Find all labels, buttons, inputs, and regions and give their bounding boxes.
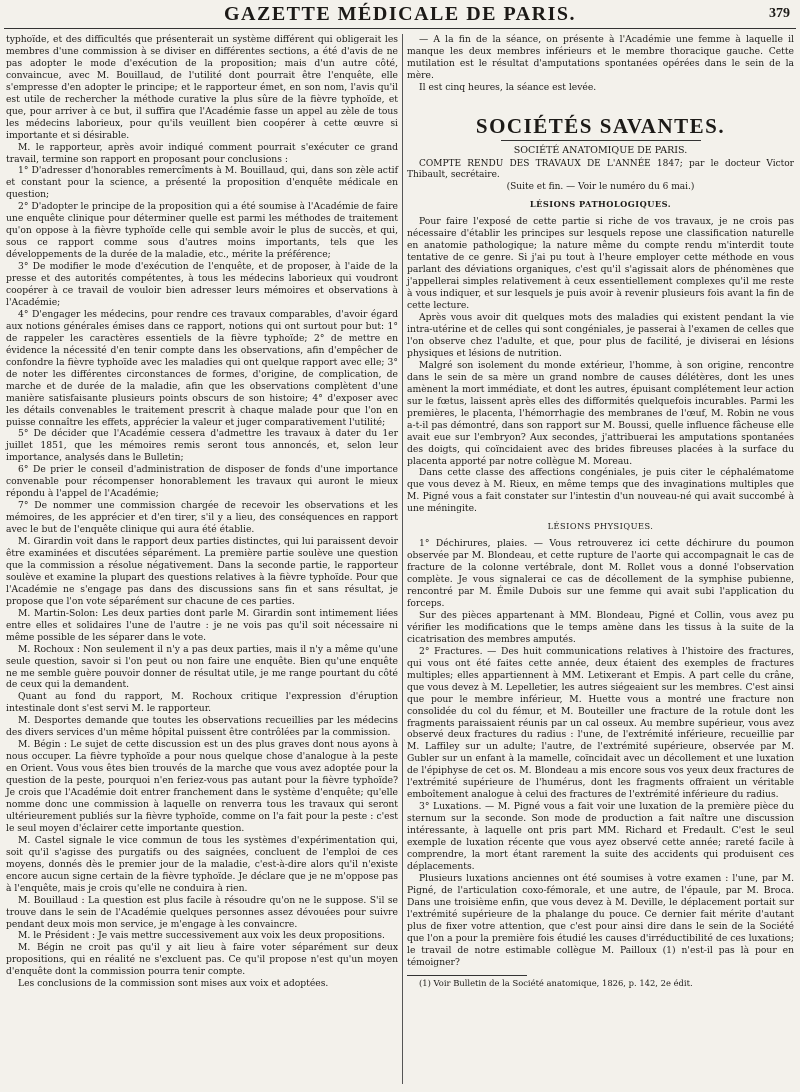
paragraph: typhoïde, et des difficultés que présenterait un système différent qui obligerait les membres d'une commission à se diviser en différentes sections, a été d'avis de ne pas adopter le mode d'exécution de la proposition; mais d'un autre côté, convaincue, avec M. Bouillaud, de l'utilité dont pourrait être l'enquête, elle s'empresse d'en adopter le principe; et le rapporteur émet, en son nom, l'avis qu'il est utile de rechercher la méthode curative la plus sûre de la fièvre typhoïde, et que, pour arriver à ce but, il suffira que l'Académie fasse un appel au zèle de tous les médecins laborieux, pour qu'ils veuillent bien coopérer à cette œuvre si importante et si désirable. (6, 34, 398, 141)
paragraph: — A la fin de la séance, on présente à l'Académie une femme à laquelle il manque les deux membres inférieurs et le membre thoracique gauche. Cette mutilation est le résultat d'amputations spontanées opérées dans le sein de la mère. (407, 34, 794, 81)
left-column (6, 34, 398, 990)
subsection-heading: LÉSIONS PATHOLOGIQUES. (529, 199, 672, 210)
paragraph: Pour faire l'exposé de cette partie si riche de vos travaux, je ne crois pas nécessaire d'établir les principes sur lesquels repose une classification naturelle en anatomie pathologique; la nature même du compte rendu m'interdit toute tentative de ce genre. Si j'ai pu tout à l'heure employer cette méthode en vous parlant des déviations organiques, c'est qu'il s'agissait alors de phénomènes que j'appellerai simples relativement à ceux essentiellement complexes qu'il me reste à vous indiquer, et sur lesquels je puis avoir à revenir plusieurs fois avant la fin de cette lecture. (407, 216, 794, 312)
column-divider (402, 34, 403, 1084)
paragraph: Quant au fond du rapport, M. Rochoux critique l'expression d'éruption intestinale dont s'est servi M. le rapporteur. (6, 691, 398, 715)
paragraph: M. Bégin : Le sujet de cette discussion est un des plus graves dont nous ayons à nous occuper. La fièvre typhoïde a pour nous quelque chose d'analogue à la peste en Orient. Vous vous êtes bien trouvés de la marche que vous avez adoptée pour la question de la peste, pourquoi n'en feriez-vous pas autant pour la fièvre typhoïde? Je crois que l'Académie doit entrer franchement dans le système d'enquête; qu'elle nomme donc une commission à laquelle on renverra tous les travaux qui seront ultérieurement publiés sur la fièvre typhoïde, comme on l'a fait pour la peste : c'est le seul moyen d'éclairer cette importante question. (6, 739, 398, 834)
paragraph: M. Martin-Solon: Les deux parties dont parle M. Girardin sont intimement liées entre elles et solidaires l'une de l'autre : je ne vois pas qu'il soit nécessaire ni même possible de les séparer dans le vote. (6, 607, 398, 643)
paragraph: M. le rapporteur, après avoir indiqué comment pourrait s'exécuter ce grand travail, termine son rapport en proposant pour conclusions : (6, 141, 398, 165)
section-rule (501, 140, 701, 141)
paragraph: M. Bouillaud : La question est plus facile à résoudre qu'on ne le suppose. S'il se trouve dans le sein de l'Académie quelques personnes assez dévouées pour suivre pendant deux mois mon service, je m'engage à les convaincre. (6, 894, 398, 930)
paragraph: 2° Fractures. — Des huit communications relatives à l'histoire des fractures, qui vous ont été faites cette année, deux étaient des exemples de fractures multiples; elles appartiennent à MM. Letixerant et Empis. A part celle du crâne, que vous devez à M. Lepelletier, les autres siégeaient sur les membres. C'est ainsi que pour le membre inférieur, M. Huette vous a montré une fracture non consolidée du col du fémur, et M. Bouteiller une fracture de la rotule dont les fragments paraissaient réunis par un cal osseux. Au membre supérieur, vous avez observé deux fractures du radius : l'une, de l'extrémité inférieure, recueillie par M. Laffiley sur un adulte; l'autre, de l'extrémité supérieure, observée par M. Gubler sur un enfant à la mamelle, coïncidait avec un décollement et une luxation de l'épiphyse de cet os. M. Blondeau a mis encore sous vos yeux deux fractures de l'extrémité supérieure de l'humérus, dont les fragments offraient un véritable emboîtement analogue à celui des fractures de l'extrémité inférieure du radius. (407, 645, 794, 801)
paragraph: M. Rochoux : Non seulement il n'y a pas deux parties, mais il n'y a même qu'une seule question, savoir si l'on peut ou non faire une enquête. Bien qu'une enquête ne me semble guère pouvoir donner de résultat utile, je me range pourtant du côté de ceux qui la demandent. (6, 643, 398, 691)
paragraph: 4° D'engager les médecins, pour rendre ces travaux comparables, d'avoir égard aux notions générales émises dans ce rapport, notions qui ont surtout pour but: 1° de rappeler les caractères essentiels de la fièvre typhoïde; 2° de mettre en évidence la nécessité d'en tenir compte dans les observations, afin d'empêcher de confondre la fièvre typhoïde avec les maladies qui ont quelque rapport avec elle; 3° de noter les différentes circonstances de formes, d'origine, de complication, de marche et de durée de la maladie, afin que les observations complètent d'une manière satisfaisante plusieurs points obscurs de son histoire; 4° d'exposer avec les détails convenables le traitement prescrit à chaque malade pour que l'on en puisse connaître les effets, apprécier la valeur et juger comparativement l'utilité; (6, 308, 398, 428)
paragraph: 3° Luxations. — M. Pigné vous a fait voir une luxation de la première pièce du sternum sur la seconde. Son mode de production a fait naître une discussion intéressante, à laquelle ont pris part MM. Richard et Fredault. C'est le seul exemple de luxation récente que vous ayez observé cette année; rareté facile à comprendre, la mort étant rarement la suite des accidents qui produisent ces déplacements. (407, 801, 794, 872)
paragraph: 3° De modifier le mode d'exécution de l'enquête, et de proposer, à l'aide de la presse et des autorités compétentes, à tous les médecins laborieux qui voudront coopérer à ce travail de vouloir bien adresser leurs mémoires et observations à l'Académie; (6, 261, 398, 308)
paragraph: 6° De prier le conseil d'administration de disposer de fonds d'une importance convenable pour récompenser honorablement les travaux qui auront le mieux répondu à l'appel de l'Académie; (6, 464, 398, 500)
paragraph: Après vous avoir dit quelques mots des maladies qui existent pendant la vie intra-utérine et de celles qui sont congéniales, je passerai à l'examen de celles que l'on observe chez l'adulte, et que, pour plus de facilité, je diviserai en lésions physiques et lésions de nutrition. (407, 312, 794, 359)
paragraph: Il est cinq heures, la séance est levée. (419, 81, 597, 93)
paragraph: 2° D'adopter le principe de la proposition qui a été soumise à l'Académie de faire une enquête clinique pour déterminer quelle est parmi les méthodes de traitement qu'on oppose à la fièvre typhoïde celle qui semble avoir le plus de succès, et qui, sous ce rapport comme sous d'autres moins importants, tels que les développements de la durée de la maladie, etc., mérite la préférence; (6, 201, 398, 261)
paragraph: 1° Déchirures, plaies. — Vous retrouverez ici cette déchirure du poumon observée par M. Blondeau, et cette rupture de l'aorte qui accompagnait le cas de fracture de la colonne vertébrale, dont M. Rollet vous a donné l'observation complète. Je vous signalerai ce cas de décollement de la symphise pubienne, rencontré par M. Émile Dubois sur une femme qui avait subi l'application du forceps. (407, 538, 794, 609)
newspaper-title: GAZETTE MÉDICALE DE PARIS. (223, 3, 577, 25)
section-title: SOCIÉTÉS SAVANTES. (475, 113, 726, 138)
paragraph: Plusieurs luxations anciennes ont été soumises à votre examen : l'une, par M. Pigné, de l'articulation coxo-fémorale, et une autre, de l'épaule, par M. Broca. Dans une troisième enfin, que vous devez à M. Deville, le déplacement portait sur l'extrémité supérieure de la phalange du pouce. Ce dernier fait mérite d'autant plus de fixer votre attention, que c'est pour ainsi dire dans le sein de la Société que l'on a pour la première fois étudié les causes d'irréductibilité de ces luxations; le travail de notre estimable collègue M. Pailloux (1) n'est-il pas là pour en témoigner? (407, 872, 794, 968)
paragraph: M. Bégin ne croit pas qu'il y ait lieu à faire voter séparément sur deux propositions, qui en réalité ne s'excluent pas. Ce qu'il propose n'est qu'un moyen d'enquête dont la commission pourra tenir compte. (6, 942, 398, 978)
continuation-note: (Suite et fin. — Voir le numéro du 6 mai.) (506, 181, 695, 192)
paragraph: Malgré son isolement du monde extérieur, l'homme, à son origine, rencontre dans le sein de sa mère un grand nombre de causes délétères, dont les unes amènent la mort immédiate, et dont les autres, épuisant complétement leur action sur le fœtus, laissent après elles des difformités quelquefois incurables. Parmi les premières, le placenta, l'hémorrhagie des membranes de l'œuf, M. Robin ne vous a-t-il pas démontré, dans son rapport sur M. Boussi, quelle influence fâcheuse elle avait eue sur l'embryon? Aux secondes, j'attribuerai les amputations spontanées des doigts, qui coïncidaient avec des brides fibreuses placées à la surface du placenta apporté par notre collègue M. Moreau. (407, 359, 794, 467)
footnote-rule (407, 975, 527, 976)
paragraph: 5° De décider que l'Académie cessera d'admettre les travaux à dater du 1er juillet 1851, que les mémoires remis seront tous annoncés, et, selon leur importance, analysés dans le Bulletin; (6, 428, 398, 464)
footnote: (1) Voir Bulletin de la Société anatomique, 1826, p. 142, 2e édit. (419, 977, 693, 988)
paragraph: M. Girardin voit dans le rapport deux parties distinctes, qui lui paraissent devoir être examinées et discutées séparément. La première partie soulève une question que la commission a résolue négativement. Dans la seconde partie, le rapporteur soulève et examine la plupart des questions relatives à la fièvre typhoïde. Pour que l'Académie ne s'engage pas dans des discussions sans fin et sans résultat, je propose que l'on vote séparément sur chacune de ces parties. (6, 536, 398, 607)
paragraph: Sur des pièces appartenant à MM. Blondeau, Pigné et Collin, vous avez pu vérifier les modifications que le temps amène dans les tissus à la suite de la cicatrisation des membres amputés. (407, 609, 794, 645)
right-column (407, 34, 794, 989)
header-rule (4, 28, 796, 29)
paragraph: 1° D'adresser d'honorables remercîments à M. Bouillaud, qui, dans son zèle actif et constant pour la science, a présenté la proposition d'enquête médicale en question; (6, 165, 398, 201)
paragraph: M. le Président : Je vais mettre successivement aux voix les deux propositions. (18, 930, 385, 942)
paragraph: Dans cette classe des affections congéniales, je puis citer le céphalématome que vous devez à M. Rieux, en même temps que des invaginations multiples que M. Pigné vous a fait constater sur l'intestin d'un nouveau-né qui avait succombé à une méningite. (407, 467, 794, 515)
paragraph: 7° De nommer une commission chargée de recevoir les observations et les mémoires, de les apprécier et d'en tirer, s'il y a lieu, des conséquences en rapport avec le but de l'enquête clinique qui aura été établie. (6, 500, 398, 536)
paragraph: Les conclusions de la commission sont mises aux voix et adoptées. (18, 978, 329, 990)
society-heading: SOCIÉTÉ ANATOMIQUE DE PARIS. (513, 144, 688, 156)
paragraph: M. Desportes demande que toutes les observations recueillies par les médecins des divers services d'un même hôpital puissent être contrôlées par la commission. (6, 715, 398, 739)
report-heading: COMPTE RENDU DES TRAVAUX DE L'ANNÉE 1847; par le docteur Victor Thibault, secrétaire. (407, 158, 794, 181)
page-number: 379 (769, 6, 790, 21)
subsection-heading: LÉSIONS PHYSIQUES. (547, 521, 654, 532)
paragraph: M. Castel signale le vice commun de tous les systèmes d'expérimentation qui, soit qu'il s'agisse des purgatifs ou des saignées, concluent de l'emploi de ces moyens, donnés dès le premier jour de la maladie, c'est-à-dire alors qu'il n'existe encore aucun signe certain de la fièvre typhoïde. Je déclare que je ne m'oppose pas à l'enquête, mais je crois qu'elle ne conduira à rien. (6, 834, 398, 894)
